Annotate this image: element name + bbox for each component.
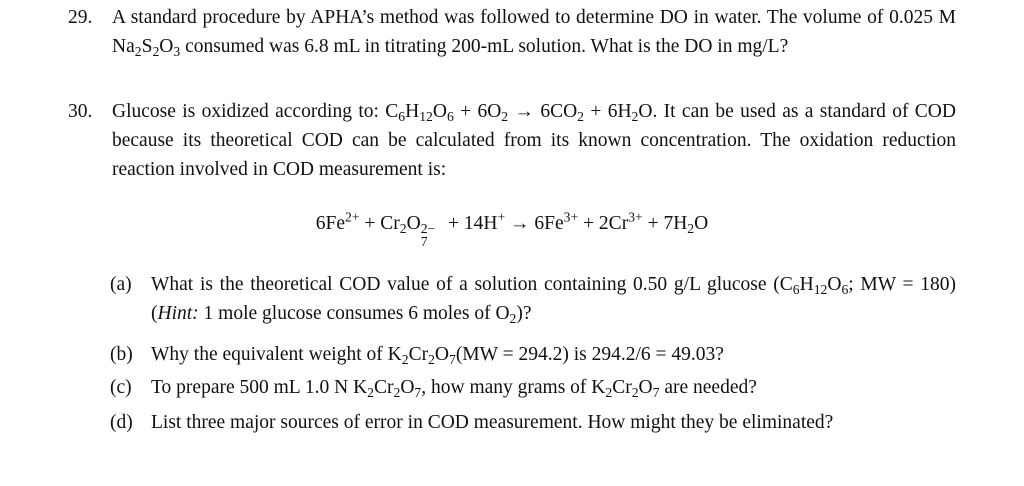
part-b-label: (b)	[110, 344, 133, 365]
question-30-number: 30.	[68, 101, 93, 122]
part-b-text: Why the equivalent weight of $K_2Cr_2O_7(MW = 294.2)$ is 294.2/6 = 49.03?	[151, 344, 724, 367]
question-30-text: Glucose is oxidized according to: $C_6H_{12}O_6 + 6O_2 \to 6CO_2 + 6H_2O$. It can be used as a standard of COD because its theoretical COD can be calculated from its known concentration. The oxidation reduction reaction involved in COD measurement is:	[112, 101, 956, 180]
part-a-label: (a)	[110, 274, 132, 295]
part-c-text: To prepare 500 mL 1.0 N $K_2Cr_2O_7$, how many grams of $K_2Cr_2O_7$ are needed?	[151, 377, 757, 400]
question-29-text: A standard procedure by APHA’s method was followed to determine DO in water. The volume of 0.025 M $Na_2S_2O_3$ consumed was 6.8 mL in titrating 200-mL solution. What is the DO in mg/L?	[112, 7, 956, 59]
part-d-label: (d)	[110, 412, 133, 433]
part-d-text: List three major sources of error in COD measurement. How might they be eliminated?	[151, 412, 834, 433]
cod-redox-equation: $6Fe^{2+} + Cr_2O$ 2− 7 + $14H^+ \to 6Fe^{3+} + 2Cr^{3+} + 7H_2O$	[315, 209, 709, 250]
part-c-label: (c)	[110, 377, 132, 398]
question-29-number: 29.	[68, 7, 93, 28]
part-a-text: What is the theoretical COD value of a solution containing 0.50 g/L glucose ($C_6H_{12}O_6$; MW = 180) (Hint: 1 mole glucose consumes 6 moles of $O_2$)?	[151, 274, 956, 326]
dichromate-charge: 2− 7	[420, 220, 436, 250]
